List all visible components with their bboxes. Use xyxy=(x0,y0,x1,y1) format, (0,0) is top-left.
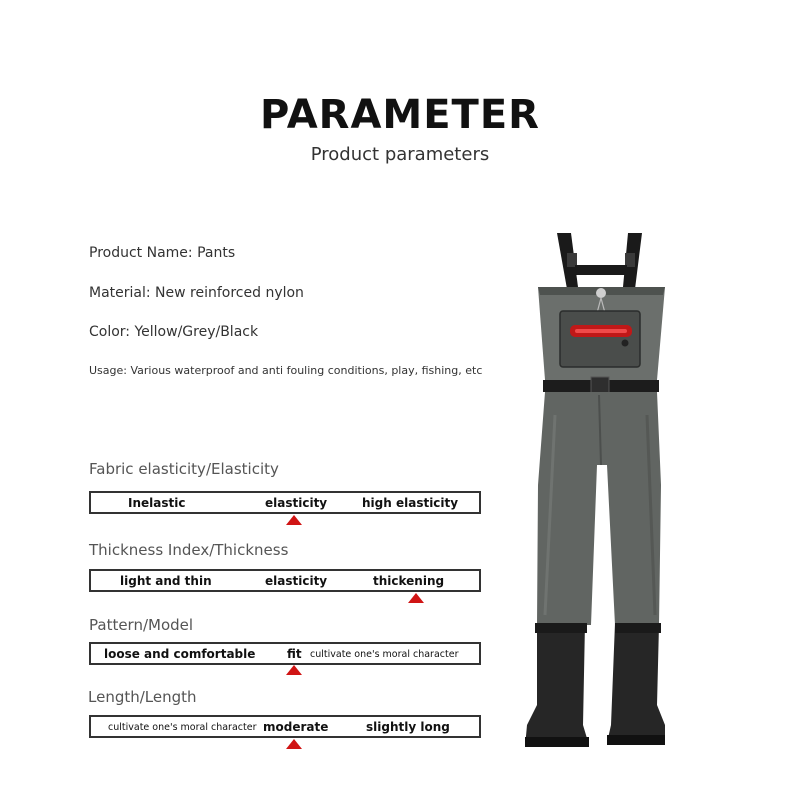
elasticity-scale xyxy=(89,491,481,514)
length-option-short: cultivate one's moral character xyxy=(108,722,257,733)
thickness-label: Thickness Index/Thickness xyxy=(89,541,289,559)
waders-product-image xyxy=(515,225,685,760)
strap-buckle-right xyxy=(625,253,635,267)
elasticity-label: Fabric elasticity/Elasticity xyxy=(89,460,279,478)
length-label: Length/Length xyxy=(88,688,197,706)
thickness-option-thick: thickening xyxy=(373,574,445,588)
pattern-option-slim: cultivate one's moral character xyxy=(310,649,459,660)
elasticity-option-high: high elasticity xyxy=(362,496,459,510)
thickness-option-thin: light and thin xyxy=(120,574,212,588)
strap-buckle-left xyxy=(567,253,577,267)
thickness-selected-marker xyxy=(408,593,424,603)
page-subtitle: Product parameters xyxy=(310,144,490,165)
thickness-option-mid: elasticity xyxy=(265,574,328,588)
chest-pocket xyxy=(560,311,640,367)
length-selected-marker xyxy=(286,739,302,749)
page-title: PARAMETER xyxy=(260,92,540,138)
left-boot xyxy=(525,623,589,747)
pattern-label: Pattern/Model xyxy=(89,616,194,634)
pattern-option-fit: fit xyxy=(287,647,302,661)
back-strap xyxy=(575,265,627,275)
right-boot xyxy=(607,623,665,745)
pattern-scale xyxy=(89,642,481,665)
length-option-moderate: moderate xyxy=(263,720,329,734)
product-material-text: Material: New reinforced nylon xyxy=(89,285,304,301)
thickness-scale xyxy=(89,569,481,592)
product-usage-text: Usage: Various waterproof and anti fouling conditions, play, fishing, etc xyxy=(89,364,483,377)
pattern-selected-marker xyxy=(286,665,302,675)
pattern-option-loose: loose and comfortable xyxy=(104,647,256,661)
length-scale xyxy=(89,715,481,738)
elasticity-option-low: Inelastic xyxy=(128,496,186,510)
product-name-text: Product Name: Pants xyxy=(89,245,236,261)
product-color-text: Color: Yellow/Grey/Black xyxy=(89,324,259,340)
elasticity-selected-marker xyxy=(286,515,302,525)
belt-buckle xyxy=(591,377,609,394)
length-option-long: slightly long xyxy=(366,720,450,734)
elasticity-option-mid: elasticity xyxy=(265,496,328,510)
